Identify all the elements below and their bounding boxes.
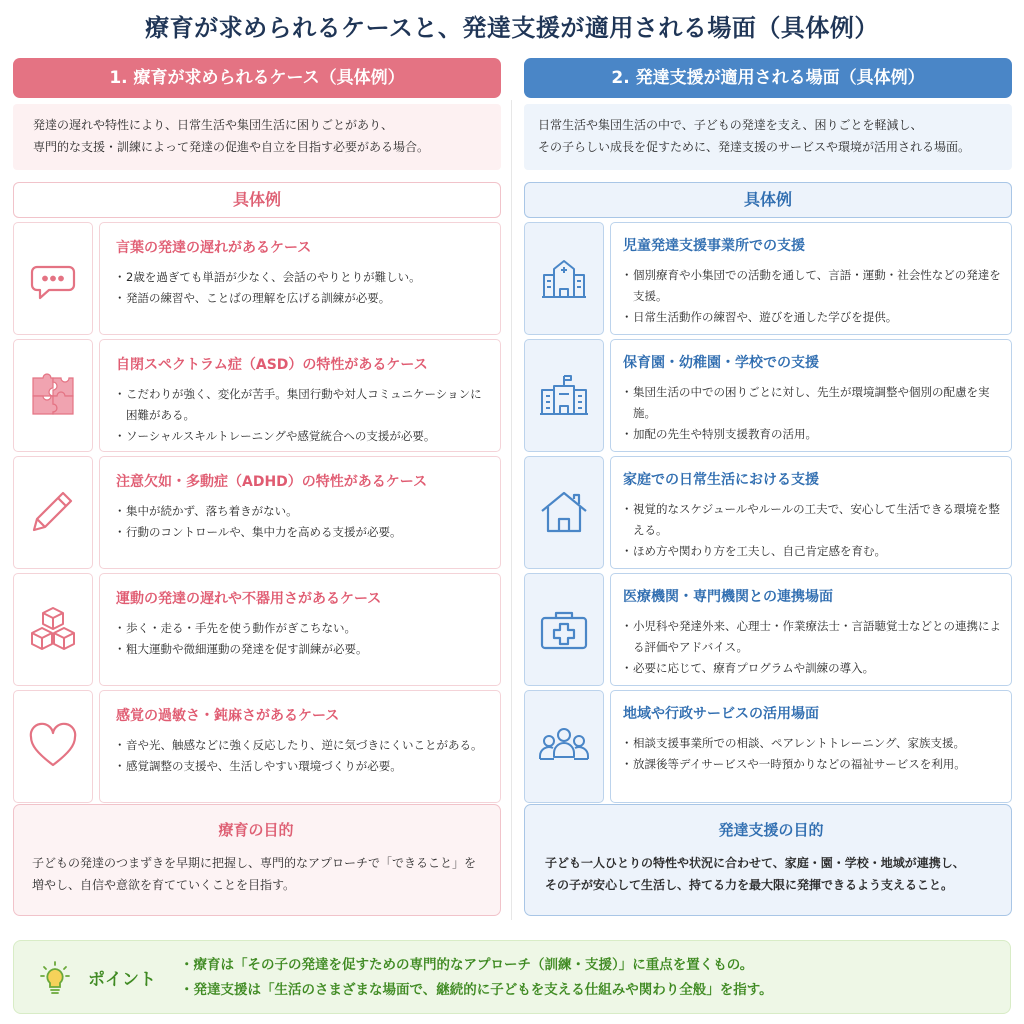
point-lines: [180, 953, 773, 1003]
medical-kit-icon: [524, 573, 604, 686]
example-bullet: ・ 発語の練習や、ことばの理解を広げる訓練が必要。: [116, 288, 492, 309]
ryoiku-header: 1. 療育が求められるケース（具体例）: [13, 58, 501, 98]
ryoiku-column: [13, 58, 501, 807]
example-title: 医療機関・専門機関との連携場面: [623, 589, 833, 605]
house-icon: [524, 456, 604, 569]
example-bullet: ・ 粗大運動や微細運動の発達を促す訓練が必要。: [116, 639, 492, 660]
hattatsu-column: [524, 58, 1012, 807]
pencil-icon: [13, 456, 93, 569]
example-title: 注意欠如・多動症（ADHD）の特性があるケース: [116, 474, 428, 490]
hattatsu-purpose-box: [524, 804, 1012, 916]
hattatsu-example-row: [524, 573, 1012, 686]
example-bullet: ・ 2歳を過ぎても単語が少なく、会話のやりとりが難しい。: [116, 267, 492, 288]
ryoiku-example-card: [99, 690, 501, 803]
example-bullet: ・ 視覚的なスケジュールやルールの工夫で、安心して生活できる環境を整える。: [623, 499, 1003, 541]
lightbulb-icon: [40, 961, 70, 995]
example-bullet: ・ 感覚調整の支援や、生活しやすい環境づくりが必要。: [116, 756, 492, 777]
example-bullet: ・ 集団生活の中での困りごとに対し、先生が環境調整や個別の配慮を実施。: [623, 382, 1003, 424]
example-bullet: ・ 必要に応じて、療育プログラムや訓練の導入。: [623, 658, 1003, 679]
hattatsu-example-card: [610, 690, 1012, 803]
example-bullet: ・ 歩く・走る・手先を使う動作がぎこちない。: [116, 618, 492, 639]
ryoiku-description-line: 専門的な支援・訓練によって発達の促進や自立を目指す必要がある場合。: [33, 140, 430, 154]
example-title: 自閉スペクトラム症（ASD）の特性があるケース: [116, 357, 428, 373]
ryoiku-example-card: [99, 339, 501, 452]
ryoiku-example-card: [99, 573, 501, 686]
ryoiku-description: [13, 104, 501, 170]
hattatsu-purpose-line: 子ども一人ひとりの特性や状況に合わせて、家庭・園・学校・地域が連携し、: [545, 856, 965, 870]
example-bullet: ・ 放課後等デイサービスや一時預かりなどの福祉サービスを利用。: [623, 754, 1003, 775]
hattatsu-description-line: その子らしい成長を促すために、発達支援のサービスや環境が活用される場面。: [538, 140, 971, 154]
hattatsu-example-card: [610, 573, 1012, 686]
example-bullet: ・ ほめ方や関わり方を工夫し、自己肯定感を育む。: [623, 541, 1003, 562]
hattatsu-examples-heading: 具体例: [524, 182, 1012, 218]
hattatsu-purpose-title: 発達支援の目的: [718, 821, 824, 839]
hattatsu-header: 2. 発達支援が適用される場面（具体例）: [524, 58, 1012, 98]
example-bullet: ・ 集中が続かず、落ち着きがない。: [116, 501, 492, 522]
people-group-icon: [524, 690, 604, 803]
example-title: 家庭での日常生活における支援: [623, 472, 819, 488]
column-divider: [511, 100, 512, 920]
hattatsu-example-row: [524, 456, 1012, 569]
ryoiku-examples-heading: 具体例: [13, 182, 501, 218]
ryoiku-purpose-box: [13, 804, 501, 916]
point-line: ・療育は「その子の発達を促すための専門的なアプローチ（訓練・支援）」に重点を置くもの。: [180, 957, 754, 973]
hattatsu-example-row: [524, 339, 1012, 452]
ryoiku-example-card: [99, 222, 501, 335]
ryoiku-description-line: 発達の遅れや特性により、日常生活や集団生活に困りごとがあり、: [33, 118, 394, 132]
point-label: ポイント: [88, 970, 156, 990]
page-title: 療育が求められるケースと、発達支援が適用される場面（具体例）: [145, 14, 879, 42]
ryoiku-example-row: [13, 339, 501, 452]
example-bullet: ・ 個別療育や小集団での活動を通して、言語・運動・社会性などの発達を支援。: [623, 265, 1003, 307]
ryoiku-example-card: [99, 456, 501, 569]
school-icon: [524, 339, 604, 452]
point-box: [13, 940, 1011, 1014]
example-bullet: ・ こだわりが強く、変化が苦手。集団行動や対人コミュニケーションに困難がある。: [116, 384, 492, 426]
hattatsu-example-card: [610, 222, 1012, 335]
hattatsu-description-line: 日常生活や集団生活の中で、子どもの発達を支え、困りごとを軽減し、: [538, 118, 923, 132]
example-bullet: ・ ソーシャルスキルトレーニングや感覚統合への支援が必要。: [116, 426, 492, 447]
example-bullet: ・ 加配の先生や特別支援教育の活用。: [623, 424, 1003, 445]
ryoiku-example-row: [13, 456, 501, 569]
example-title: 地域や行政サービスの活用場面: [623, 706, 819, 722]
puzzle-icon: [13, 339, 93, 452]
example-title: 運動の発達の遅れや不器用さがあるケース: [116, 591, 382, 607]
heart-icon: [13, 690, 93, 803]
ryoiku-purpose-line: 子どもの発達のつまずきを早期に把握し、専門的なアプローチで「できること」を: [32, 856, 477, 870]
example-bullet: ・ 行動のコントロールや、集中力を高める支援が必要。: [116, 522, 492, 543]
ryoiku-purpose-line: 増やし、自信や意欲を育てていくことを目指す。: [32, 878, 296, 892]
example-title: 児童発達支援事業所での支援: [623, 238, 805, 254]
hattatsu-example-card: [610, 339, 1012, 452]
ryoiku-example-row: [13, 573, 501, 686]
example-title: 感覚の過敏さ・鈍麻さがあるケース: [116, 708, 340, 724]
hattatsu-description: [524, 104, 1012, 170]
hattatsu-example-row: [524, 222, 1012, 335]
facility-icon: [524, 222, 604, 335]
blocks-icon: [13, 573, 93, 686]
ryoiku-purpose-title: 療育の目的: [218, 821, 294, 839]
example-bullet: ・ 相談支援事業所での相談、ペアレントトレーニング、家族支援。: [623, 733, 1003, 754]
hattatsu-example-card: [610, 456, 1012, 569]
example-title: 保育園・幼稚園・学校での支援: [623, 355, 819, 371]
example-bullet: ・ 音や光、触感などに強く反応したり、逆に気づきにくいことがある。: [116, 735, 492, 756]
hattatsu-example-row: [524, 690, 1012, 803]
example-bullet: ・ 小児科や発達外来、心理士・作業療法士・言語聴覚士などとの連携による評価やアドバイス。: [623, 616, 1003, 658]
ryoiku-example-row: [13, 690, 501, 803]
example-bullet: ・ 日常生活動作の練習や、遊びを通した学びを提供。: [623, 307, 1003, 328]
speech-bubble-icon: [13, 222, 93, 335]
point-line: ・発達支援は「生活のさまざまな場面で、継続的に子どもを支える仕組みや関わり全般」を指す。: [180, 982, 773, 998]
hattatsu-purpose-line: その子が安心して生活し、持てる力を最大限に発揮できるよう支えること。: [545, 878, 954, 892]
example-title: 言葉の発達の遅れがあるケース: [116, 240, 312, 256]
ryoiku-example-row: [13, 222, 501, 335]
